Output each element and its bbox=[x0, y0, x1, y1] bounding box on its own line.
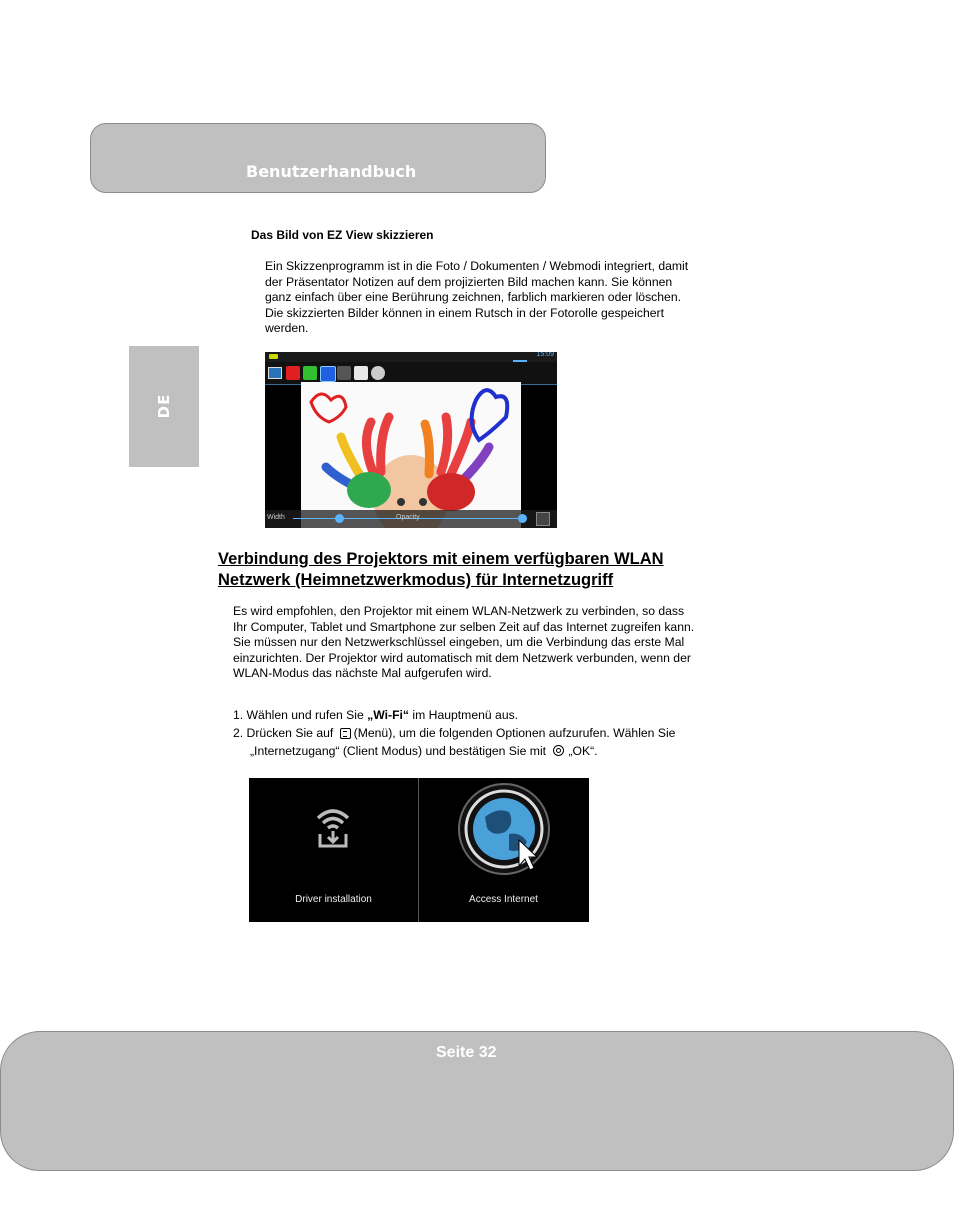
picture-icon[interactable] bbox=[268, 367, 282, 379]
step-1-bold: „Wi-Fi“ bbox=[367, 708, 410, 722]
wlan-line: einzurichten. Der Projektor wird automatisch mit dem Netzwerk verbunden, wenn der bbox=[233, 650, 691, 665]
signal-icon bbox=[513, 354, 527, 362]
step-1-prefix: 1. Wählen und rufen Sie bbox=[233, 708, 368, 722]
sketch-line: werden. bbox=[265, 321, 309, 336]
wlan-title-line: Verbindung des Projektors mit einem verfügbaren WLAN bbox=[218, 550, 664, 568]
step-1-suffix: im Hauptmenü aus. bbox=[409, 708, 519, 722]
hands-drawing bbox=[301, 382, 521, 528]
opacity-label: Opacity bbox=[396, 514, 420, 521]
wlan-title-line: Netzwerk (Heimnetzwerkmodus) für Internetzugriff bbox=[218, 571, 614, 589]
sketch-line: ganz einfach über eine Berührung zeichnen, farblich markieren oder löschen. bbox=[265, 290, 681, 305]
driver-installation-option[interactable] bbox=[249, 778, 418, 922]
access-internet-option[interactable] bbox=[419, 778, 589, 922]
sketch-photo bbox=[301, 382, 521, 528]
sketch-screenshot bbox=[265, 352, 557, 528]
wlan-paragraph bbox=[233, 604, 753, 682]
sketch-heading: Das Bild von EZ View skizzieren bbox=[251, 228, 434, 242]
blue-swatch[interactable] bbox=[320, 366, 336, 382]
sketch-line: Die skizzierten Bilder können in einem Rutsch in der Fotorolle gespeichert bbox=[265, 305, 664, 320]
step-2-prefix: 2. Drücken Sie auf bbox=[233, 726, 337, 740]
wlan-section-title bbox=[218, 549, 738, 591]
white-swatch[interactable] bbox=[354, 366, 368, 380]
black-swatch[interactable] bbox=[337, 366, 351, 380]
step-2-line2-suffix: „OK“. bbox=[568, 744, 598, 758]
save-icon[interactable] bbox=[536, 512, 550, 526]
footer-tab bbox=[0, 1031, 954, 1171]
header-title: Benutzerhandbuch bbox=[246, 162, 417, 181]
wifi-mode-screenshot bbox=[249, 778, 589, 922]
sketch-line: Ein Skizzenprogramm ist in die Foto / Dokumenten / Webmodi integriert, damit bbox=[265, 259, 689, 273]
wlan-line: Es wird empfohlen, den Projektor mit einem WLAN-Netzwerk zu verbinden, so dass bbox=[233, 604, 685, 618]
wlan-line: Sie müssen nur den Netzwerkschlüssel eingeben, um die Verbindung das erste Mal bbox=[233, 635, 685, 650]
step-2-line2-prefix: „Internetzugang“ (Client Modus) und bestätigen Sie mit bbox=[250, 744, 550, 758]
opacity-slider-handle[interactable] bbox=[518, 514, 527, 523]
steps-list bbox=[233, 706, 753, 760]
status-bar bbox=[265, 352, 557, 362]
driver-installation-caption: Driver installation bbox=[295, 894, 372, 905]
green-swatch[interactable] bbox=[303, 366, 317, 380]
width-slider-handle[interactable] bbox=[335, 514, 344, 523]
wlan-line: WLAN-Modus das nächste Mal aufgerufen wird. bbox=[233, 666, 492, 681]
language-label: DE bbox=[155, 393, 173, 419]
step-2 bbox=[233, 724, 753, 742]
page-number: Seite 32 bbox=[436, 1044, 497, 1061]
step-2-continued bbox=[233, 742, 753, 760]
ok-icon bbox=[553, 745, 564, 756]
wifi-download-icon bbox=[315, 806, 351, 848]
access-internet-caption: Access Internet bbox=[469, 894, 538, 905]
width-label: Width bbox=[267, 514, 285, 521]
header-tab bbox=[90, 123, 546, 193]
status-time: 15:09 bbox=[536, 352, 554, 358]
language-tab bbox=[129, 346, 199, 467]
notification-icon bbox=[269, 354, 278, 359]
red-swatch[interactable] bbox=[286, 366, 300, 380]
wlan-line: Ihr Computer, Tablet und Smartphone zur selben Zeit auf das Internet zugreifen kann. bbox=[233, 619, 695, 634]
sketch-line: der Präsentator Notizen auf dem projizierten Bild machen kann. Sie können bbox=[265, 274, 673, 289]
sketch-paragraph bbox=[265, 259, 745, 337]
eraser-icon[interactable] bbox=[371, 366, 385, 380]
slider-bar bbox=[265, 510, 557, 528]
step-2-middle: (Menü), um die folgenden Optionen aufzurufen. Wählen Sie bbox=[353, 726, 676, 740]
step-1 bbox=[233, 706, 753, 724]
menu-icon bbox=[340, 728, 351, 739]
globe-icon bbox=[457, 782, 551, 876]
